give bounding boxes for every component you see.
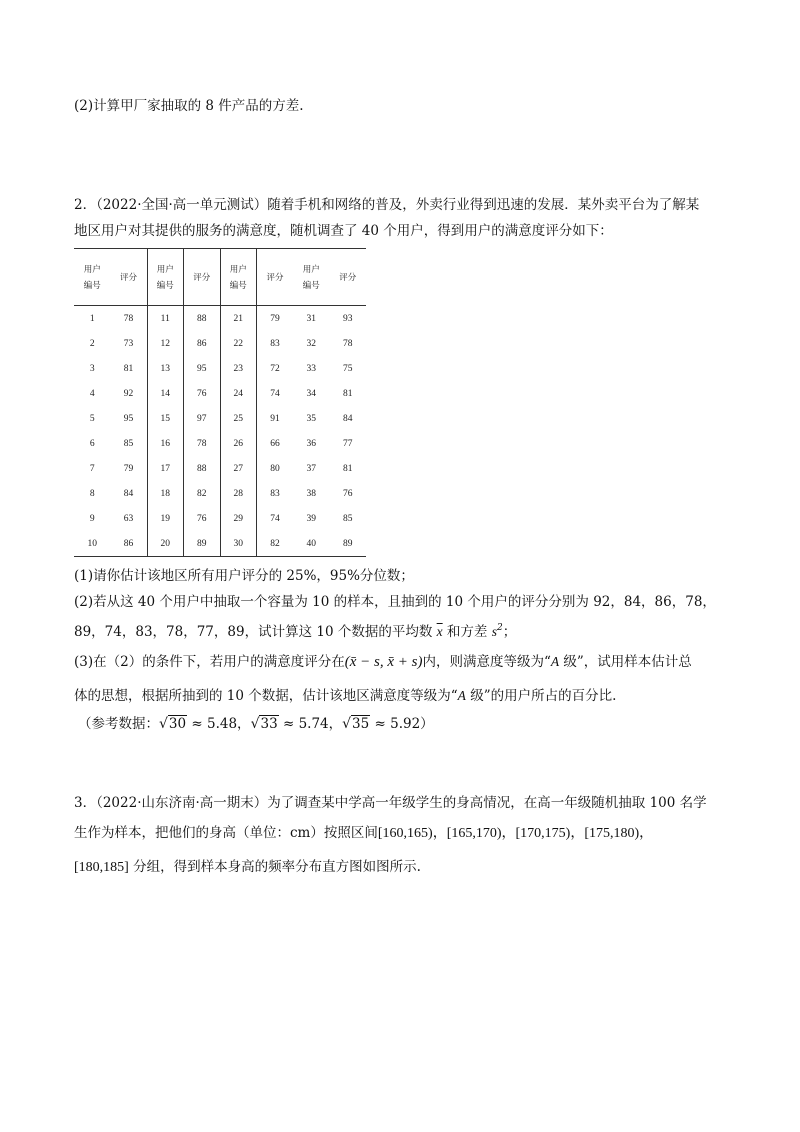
q3-stem-line1: 3．（2022·山东济南·高一期末）为了调查某中学高一年级学生的身高情况，在高一年级随机抽取 100 名学 [74,795,707,811]
q3-stem-line3 [74,858,421,877]
user-id-cell: 22 [220,331,257,356]
grade-a-2: A [457,688,466,703]
q3-line3-text: 分组，得到样本身高的频率分布直方图如图所示. [128,859,421,875]
header-user-id: 用户 编号 [147,249,184,306]
score-cell: 95 [184,356,221,381]
user-id-cell: 14 [147,381,184,406]
score-cell: 88 [184,456,221,481]
score-cell: 88 [184,306,221,332]
header-score: 评分 [119,272,137,282]
user-id-cell: 9 [89,513,95,524]
score-cell: 84 [123,488,134,499]
score-cell: 78 [184,431,221,456]
header-score: 评分 [339,272,357,282]
q2-sub2-line1: (2)若从这 40 个用户中抽取一个容量为 10 的样本，且抽到的 10 个用户的评分分别为 92，84，86，78， [74,594,716,610]
score-cell: 82 [184,481,221,506]
radicand-33: 33 [260,716,278,732]
score-cell: 74 [257,381,294,406]
table-row [74,356,366,381]
score-cell: 93 [343,313,353,324]
reference-data [78,715,434,733]
score-cell: 81 [123,363,134,374]
user-id-cell: 31 [306,313,316,324]
q3-line2-text: 生作为样本，把他们的身高（单位：cm）按照区间 [74,825,378,841]
user-id-cell: 11 [147,306,184,332]
score-cell: 76 [184,506,221,531]
table-row [74,506,366,531]
variance-symbol: s [491,624,497,639]
score-cell: 76 [343,488,353,499]
user-id-cell: 24 [220,381,257,406]
header-score: 评分 [184,249,221,306]
q3-stem-line2 [74,824,653,843]
score-cell: 77 [343,438,353,449]
score-cell: 72 [257,356,294,381]
score-cell: 75 [343,363,353,374]
score-cell: 85 [343,513,353,524]
approx-33: ≈ 5.74， [278,716,343,732]
score-cell: 82 [257,531,294,557]
q2-sub1: (1)请你估计该地区所有用户评分的 25%，95%分位数； [74,568,414,584]
q2-sub3-text-c: 级”，试用样本估计总 [559,654,692,670]
score-cell: 83 [257,331,294,356]
reference-label: （参考数据： [78,716,159,732]
score-cell: 76 [184,381,221,406]
rating-table [74,248,366,557]
user-id-cell: 27 [220,456,257,481]
user-id-cell: 20 [147,531,184,557]
score-cell: 95 [123,413,134,424]
score-cell: 66 [257,431,294,456]
q2-stem-line1: 2．（2022·全国·高一单元测试）随着手机和网络的普及，外卖行业得到迅速的发展．某外卖平台为了解某 [74,197,700,213]
user-id-cell: 17 [147,456,184,481]
approx-35: ≈ 5.92） [370,716,434,732]
q2-sub3-text: (3)在（2）的条件下，若用户的满意度评分在 [74,654,345,670]
height-intervals: [160,165)，[165,170)，[170,175)，[175,180)， [377,826,654,841]
user-id-cell: 18 [147,481,184,506]
score-cell: 86 [184,331,221,356]
score-cell: 73 [123,338,134,349]
score-cell: 97 [184,406,221,431]
q2-sub2-end: ； [502,624,517,640]
table-row [74,306,366,332]
user-id-cell: 40 [306,538,316,549]
user-id-cell: 6 [89,438,95,449]
score-cell: 85 [123,438,134,449]
prev-subquestion: (2)计算甲厂家抽取的 8 件产品的方差. [74,98,304,114]
user-id-cell: 23 [220,356,257,381]
q2-sub2-line2 [74,619,516,641]
score-cell: 78 [123,313,134,324]
score-cell: 92 [123,388,134,399]
table-row [74,381,366,406]
grade-a: A [550,654,560,669]
user-id-cell: 21 [220,306,257,332]
table-row [74,456,366,481]
radicand-30: 30 [168,716,187,732]
table-row [74,431,366,456]
table-row [74,406,366,431]
user-id-cell: 39 [306,513,316,524]
sqrt-35: √35 [342,716,370,732]
score-cell: 86 [123,538,134,549]
user-id-cell: 13 [147,356,184,381]
score-cell: 79 [123,463,134,474]
user-id-cell: 38 [306,488,316,499]
header-score: 评分 [257,249,294,306]
user-id-cell: 5 [89,413,95,424]
user-id-cell: 34 [306,388,316,399]
header-user-id: 用户 编号 [83,264,101,290]
user-id-cell: 8 [89,488,95,499]
user-id-cell: 26 [220,431,257,456]
header-user-id: 用户 编号 [302,264,320,290]
score-cell: 89 [343,538,353,549]
user-id-cell: 19 [147,506,184,531]
user-id-cell: 7 [89,463,95,474]
user-id-cell: 1 [89,313,95,324]
user-id-cell: 28 [220,481,257,506]
q2-sub2-text-b: 和方差 [442,624,488,640]
header-user-id: 用户 编号 [220,249,257,306]
q2-stem-line2: 地区用户对其提供的服务的满意度，随机调查了 40 个用户，得到用户的满意度评分如下： [74,223,613,239]
user-id-cell: 36 [306,438,316,449]
sqrt-33: √33 [250,716,278,732]
score-cell: 80 [257,456,294,481]
user-id-cell: 29 [220,506,257,531]
user-id-cell: 30 [220,531,257,557]
approx-30: ≈ 5.48， [187,716,251,732]
q2-sub3-text-b: 内，则满意度等级为“ [422,654,551,670]
q2-sub2-text: 89，74，83，78，77，89，试计算这 10 个数据的平均数 [74,624,433,640]
score-cell: 74 [257,506,294,531]
mean-symbol: $\overline{x}$ [436,624,443,639]
sqrt-30: √30 [159,716,187,732]
score-cell: 78 [343,338,353,349]
user-id-cell: 10 [87,538,97,549]
user-id-cell: 2 [89,338,95,349]
score-cell: 63 [123,513,134,524]
q2-sub3-line2 [74,687,616,705]
score-cell: 89 [184,531,221,557]
table-header-row [74,249,366,306]
user-id-cell: 35 [306,413,316,424]
user-id-cell: 3 [89,363,95,374]
last-interval: [180,185] [74,860,129,875]
user-id-cell: 37 [306,463,316,474]
interval-formula: (x̄ − s, x̄ + s) [344,654,423,670]
user-id-cell: 25 [220,406,257,431]
score-cell: 84 [343,413,353,424]
score-cell: 81 [343,388,353,399]
user-id-cell: 4 [89,388,95,399]
user-id-cell: 12 [147,331,184,356]
score-cell: 91 [257,406,294,431]
radicand-35: 35 [352,716,370,732]
score-cell: 81 [343,463,353,474]
table-row [74,531,366,557]
user-id-cell: 15 [147,406,184,431]
variance-exponent: 2 [497,623,503,633]
q2-sub3-l2-text-b: 级”的用户所占的百分比. [465,688,617,704]
user-id-cell: 16 [147,431,184,456]
user-id-cell: 32 [306,338,316,349]
user-id-cell: 33 [306,363,316,374]
score-cell: 79 [257,306,294,332]
score-cell: 83 [257,481,294,506]
table-row [74,481,366,506]
table-row [74,331,366,356]
q2-sub3-l2-text: 体的思想，根据所抽到的 10 个数据，估计该地区满意度等级为“ [74,688,458,704]
q2-sub3-line1 [74,653,692,671]
